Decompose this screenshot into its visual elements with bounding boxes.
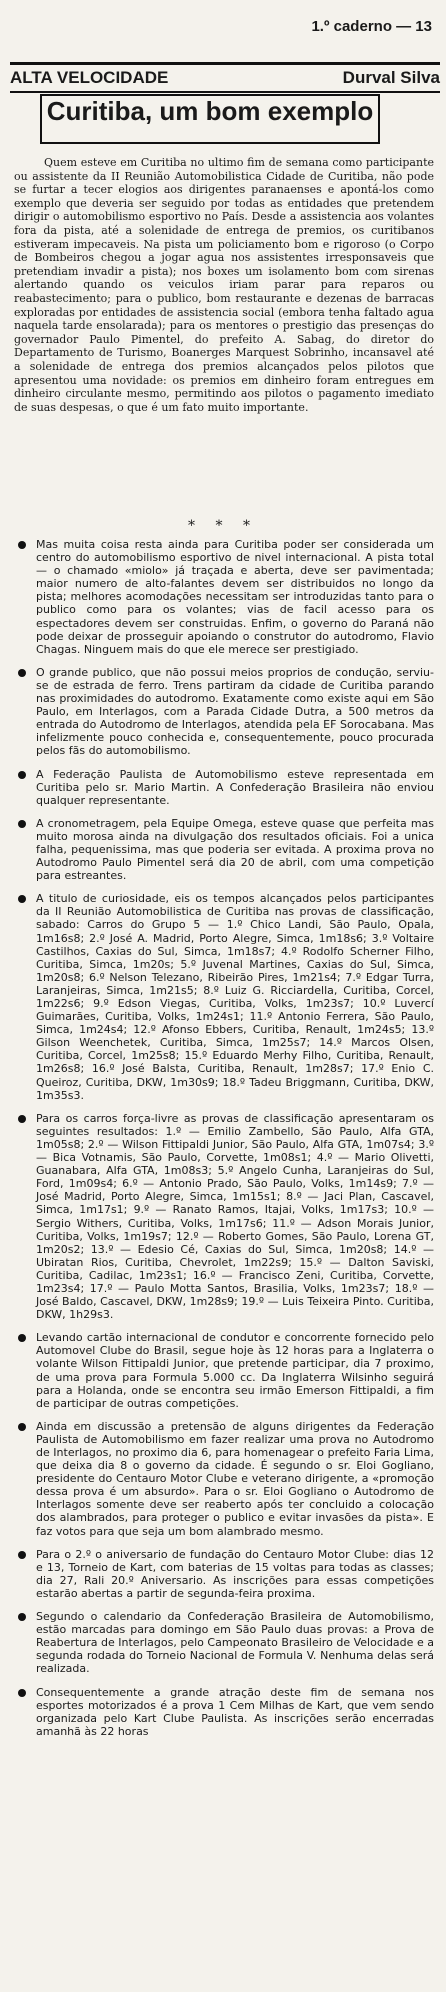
news-item-text: Para os carros força-livre as provas de classificação apresentaram os seguintes resultados: 1.º — Emilio Zambello, São Paulo, Alfa GTA, 1m05s8; 2.º — Wilson Fittipaldi Junior, São Paulo, Alfa GTA, 1m07s4; 3.º — Bica Votnamis, São Paulo, Corvette, 1m08s1; 4.º — Mario Olivetti, Guanabara, Alfa GTA, 1m08s3; 5.º Angelo Cunha, Laranjeiras do Sul, Ford, 1m09s4; 6.º — Antonio Prado, São Paulo, Volks, 1m14s9; 7.º — José Madrid, Porto Alegre, Simca, 1m15s1; 8.º — Jaci Plan, Cascavel, Simca, 1m17s1; 9.º — Ranato Ramos, Itajai, Volks, 1m17s3; 10.º — Sergio Withers, Curitiba, Volks, 1m17s6; 11.º — Adson Morais Junior, Curitiba, Volks, 1m19s7; 12.º — Roberto Gomes, São Paulo, Lorena GT, 1m20s2; 13.º — Edesio Cé, Caxias do Sul, Simca, 1m20s8; 14.º — Ubiratan Rios, Curitiba, Chevrolet, 1m22s9; 15.º — Dalton Saviski, Curitiba, Cadilac, 1m23s1; 16.º — Francisco Zeni, Curitiba, Corvette, 1m23s4; 17.º — Paulo Motta Santos, Brasilia, Volks, 1m23s7; 18.º — José Baldo, Cascavel, DKW, 1m28s9; 19.º — Luis Teixeira Pinto. Curitiba, DKW, 1h29s3.: [36, 1111, 434, 1322]
news-item: [14, 768, 434, 807]
news-item-text: A cronometragem, pela Equipe Omega, esteve quase que perfeita mas muito morosa ainda na divulgação dos resultados oficiais. Foi a unica falha, pequenissima, mas que poderia ser evitada. A proxima prova no Autodromo Paulo Pimentel será dia 20 de abril, com uma competição para estreantes.: [36, 816, 434, 883]
news-item-text: Ainda em discussão a pretensão de alguns dirigentes da Federação Paulista de Automobilismo em fazer realizar uma prova no Autodromo de Interlagos, no proximo dia 6, para homenagear o prefeito Faria Lima, que deixa dia 8 o governo da cidade. É segundo o sr. Eloi Gogliano, presidente do Centauro Motor Clube e veterano dirigente, a «promoção dessa prova é um absurdo». Para o sr. Eloi Gogliano o Autodromo de Interlagos somente deve ser reaberto após ter concluido a colocação dos alambrados, para proteger o publico e evitar invasões da pista». E faz votos para que seja um bom alambrado mesmo.: [36, 1419, 434, 1538]
section-title: ALTA VELOCIDADE: [10, 68, 169, 87]
bullet-icon: [18, 895, 26, 903]
news-item-text: Consequentemente a grande atração deste fim de semana nos esportes motorizados é a prova 1 Cem Milhas de Kart, que vem sendo organizada pelo Kart Clube Paulista. As inscrições serão encerradas amanhã às 22 horas: [36, 1685, 434, 1738]
headline: Curitiba, um bom exemplo: [40, 94, 380, 144]
news-item-text: Mas muita coisa resta ainda para Curitiba poder ser considerada um centro do automobilismo esportivo de nivel internacional. A pista total — o chamado «miolo» já traçada e aberta, deve ser pavimentada; maior numero de alto-falantes devem ser distribuidos no longo da pista; melhores acomodações necessitam ser introduzidas tanto para o publico como para os volantes; vias de facil acesso para os espectadores devem ser construidas. Enfim, o governo do Paraná não pode deixar de prosseguir apoiando o construtor do autodromo, Flavio Chagas. Ninguem mais do que ele merece ser prestigiado.: [36, 538, 434, 656]
news-item-text: Levando cartão internacional de condutor e concorrente fornecido pelo Automovel Clube do Brasil, segue hoje às 12 horas para a Inglaterra o volante Wilson Fittipaldi Junior, que pretende participar, dia 7 proximo, de uma prova para Formula 5.000 cc. Da Inglaterra Wilsinho seguirá para a Holanda, onde se encontra seu irmão Emerson Fittipaldi, a fim de participar de outras competições.: [36, 1331, 434, 1410]
news-item-text: A titulo de curiosidade, eis os tempos alcançados pelos participantes da II Reunião Automobilistica de Curitiba nas provas de classificação, sabado: Carros do Grupo 5 — 1.º Chico Landi, São Paulo, Opala, 1m16s8; 2.º José A. Madrid, Porto Alegre, Simca, 1m18s6; 3.º Voltaire Castilhos, Caxias do Sul, Simca, 1m18s7; 4.º Rodolfo Scherner Filho, Curitiba, Simca, 1m20s; 5.º Juvenal Martines, Caxias do Sul, Simca, 1m20s8; 6.º Nelson Telezano, Ribeirão Pires, 1m21s4; 7.º Edgar Turra, Laranjeiras, Simca, 1m21s5; 8.º Luiz G. Ricciardella, Curitiba, Corcel, 1m22s6; 9.º Edson Viegas, Curitiba, Volks, 1m23s7; 10.º Luvercí Guimarães, Curitiba, Volks, 1m24s1; 11.º Antonio Ferrera, São Paulo, Simca, 1m24s4; 12.º Afonso Ebbers, Curitiba, Renault, 1m24s5; 13.º Gilson Weenchetek, Curitiba, Simca, 1m25s7; 14.º Marcos Olsen, Curitiba, Corcel, 1m25s8; 15.º Eduardo Merhy Filho, Curitiba, Renault, 1m26s8; 16.º José Balsta, Curitiba, Renault, 1m28s7; 17.º Enio C. Queiroz, Curitiba, DKW, 1m30s9; 18.º Tadeu Briggmann, Curitiba, DKW, 1m35s3.: [36, 892, 434, 1102]
lead-paragraph: Quem esteve em Curitiba no ultimo fim de semana como participante ou assistente da II Reunião Automobilistica Cidade de Curitiba, não pode se furtar a tecer elogios aos dirigentes paranaenses e apontá-los como exemplo que deveria ser seguido por todas as entidades que pretendem dirigir o automobilismo esportivo no País. Desde a assistencia aos volantes fora da pista, até a solenidade de entrega de premios, os curitibanos estiveram impecaveis. Na pista um policiamento bom e rigoroso (o Corpo de Bombeiros chegou a jogar agua nos assistentes irresponsaveis que pretendiam invadir a pista); nos boxes um isolamento bom com sirenas alertando quando os veiculos iriam parar para reparos ou reabastecimento; para o publico, bom restaurante e dezenas de barracas exploradas por entidades de assistencia social (embora tenha faltado agua naquela tarde ensolarada); para os mentores o prestigio das presenças do governador Paulo Pimentel, do prefeito A. Sabag, do diretor do Departamento de Turismo, Boanerges Marquest Sobrinho, incansavel até a solenidade de entrega dos premios alcançados pelos pilotos que apresentou uma novidade: os premios em dinheiro foram entregues em dinheiro circulante mesmo, permitindo aos pilotos o pagamento imediato de suas despesas, o que é um fato muito importante.: [14, 156, 434, 414]
page-number: 1.º caderno — 13: [311, 18, 432, 35]
bullet-icon: [18, 669, 26, 677]
news-items: [14, 538, 434, 1748]
bullet-icon: [18, 1115, 26, 1123]
bullet-icon: [18, 541, 26, 549]
section-bar: [10, 62, 440, 93]
bullet-icon: [18, 1423, 26, 1431]
news-item: [14, 538, 434, 656]
bullet-icon: [18, 1334, 26, 1342]
news-item-text: Segundo o calendario da Confederação Brasileira de Automobilismo, estão marcadas para domingo em São Paulo duas provas: a Prova de Reabertura de Interlagos, pelo Campeonato Brasileiro de Velocidade e a segunda rodada do Torneio Nacional de Formula V. Nenhuma delas será realizada.: [36, 1610, 434, 1676]
bullet-icon: [18, 771, 26, 779]
news-item: [14, 1686, 434, 1738]
bullet-icon: [18, 820, 26, 828]
news-item-text: O grande publico, que não possui meios proprios de condução, serviu-se de estrada de ferro. Trens partiram da cidade de Curitiba parando nas proximidades do autodromo. Exatamente como existe aqui em São Paulo, em Interlagos, com a Parada Cidade Dutra, a 500 metros da entrada do Autodromo de Interlagos, atendida pela EF Sorocabana. Mas infelizmente pouco conhecida e, consequentemente, pouco procurada pelos fãs do automobilismo.: [36, 665, 434, 758]
bullet-icon: [18, 1613, 26, 1621]
news-item-text: Para o 2.º o aniversario de fundação do Centauro Motor Clube: dias 12 e 13, Torneio de Kart, com baterias de 15 voltas para todas as classes; dia 27, Rali 20.º Aniversario. As inscrições para essas competições estarão abertas a partir de segunda-feira proxima.: [36, 1547, 434, 1600]
news-item: [14, 1112, 434, 1322]
news-item-text: A Federação Paulista de Automobilismo esteve representada em Curitiba pelo sr. Mario Martin. A Confederação Brasileira não enviou qualquer representante.: [36, 767, 434, 807]
news-item: [14, 1420, 434, 1538]
byline: Durval Silva: [342, 68, 440, 87]
news-item: [14, 1331, 434, 1410]
news-item: [14, 1548, 434, 1600]
news-item: [14, 817, 434, 882]
bullet-icon: [18, 1551, 26, 1559]
news-item: [14, 892, 434, 1102]
news-item: [14, 1610, 434, 1675]
news-item: [14, 666, 434, 758]
separator: * * *: [188, 518, 258, 534]
bullet-icon: [18, 1689, 26, 1697]
